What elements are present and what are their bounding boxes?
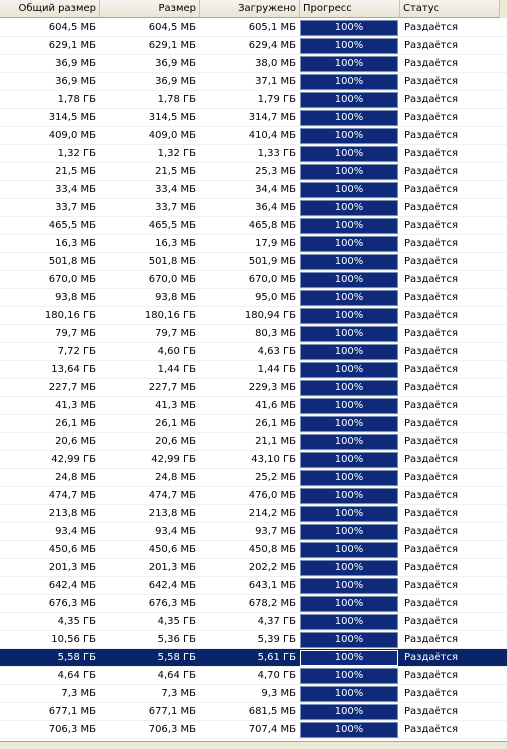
cell-size: 93,8 МБ [155,292,196,303]
cell-total-size: 24,8 МБ [55,472,96,483]
progress-bar [300,416,398,432]
progress-bar [300,182,398,198]
cell-size: 1,78 ГБ [157,94,196,105]
header-corner [500,0,507,18]
cell-size: 42,99 ГБ [151,454,196,465]
progress-label: 100% [334,418,364,429]
column-header-downloaded[interactable]: Загружено [200,0,300,17]
table-row[interactable] [0,667,507,685]
progress-bar [300,110,398,126]
table-row[interactable] [0,343,507,361]
cell-total-size: 4,64 ГБ [57,670,96,681]
cell-downloaded: 80,3 МБ [255,328,296,339]
cell-total-size: 201,3 МБ [48,562,96,573]
table-row[interactable] [0,73,507,91]
cell-total-size: 629,1 МБ [48,40,96,51]
cell-status: Раздаётся [404,130,459,141]
progress-bar [300,380,398,396]
progress-bar [300,452,398,468]
table-row[interactable] [0,145,507,163]
progress-label: 100% [334,22,364,33]
cell-downloaded: 41,6 МБ [255,400,296,411]
cell-status: Раздаётся [404,94,459,105]
progress-bar [300,578,398,594]
progress-label: 100% [334,562,364,573]
cell-size: 604,5 МБ [148,22,196,33]
progress-bar [300,488,398,504]
progress-bar [300,344,398,360]
cell-status: Раздаётся [404,400,459,411]
progress-label: 100% [334,634,364,645]
cell-size: 642,4 МБ [148,580,196,591]
column-header-total-size[interactable]: Общий размер [0,0,100,17]
cell-downloaded: 17,9 МБ [255,238,296,249]
progress-label: 100% [334,184,364,195]
cell-downloaded: 25,3 МБ [255,166,296,177]
cell-size: 16,3 МБ [155,238,196,249]
cell-status: Раздаётся [404,724,459,735]
table-row[interactable] [0,199,507,217]
progress-bar [300,542,398,558]
cell-size: 501,8 МБ [148,256,196,267]
cell-downloaded: 95,0 МБ [255,292,296,303]
progress-label: 100% [334,40,364,51]
progress-label: 100% [334,454,364,465]
progress-bar [300,218,398,234]
progress-label: 100% [334,400,364,411]
table-row[interactable] [0,37,507,55]
cell-total-size: 604,5 МБ [48,22,96,33]
cell-downloaded: 1,33 ГБ [257,148,296,159]
cell-total-size: 180,16 ГБ [44,310,96,321]
table-row[interactable] [0,109,507,127]
cell-status: Раздаётся [404,490,459,501]
cell-size: 20,6 МБ [155,436,196,447]
progress-bar [300,326,398,342]
cell-size: 474,7 МБ [148,490,196,501]
progress-bar [300,650,398,666]
progress-bar [300,668,398,684]
cell-downloaded: 5,39 ГБ [257,634,296,645]
progress-label: 100% [334,508,364,519]
progress-label: 100% [334,706,364,717]
progress-bar [300,38,398,54]
cell-size: 409,0 МБ [148,130,196,141]
table-row[interactable] [0,649,507,667]
cell-total-size: 5,58 ГБ [57,652,96,663]
cell-downloaded: 681,5 МБ [248,706,296,717]
column-header-progress[interactable]: Прогресс [300,0,400,17]
table-row[interactable] [0,361,507,379]
progress-label: 100% [334,256,364,267]
cell-size: 7,3 МБ [161,688,196,699]
table-row[interactable] [0,559,507,577]
progress-label: 100% [334,490,364,501]
table-row[interactable] [0,577,507,595]
progress-bar [300,632,398,648]
progress-bar [300,92,398,108]
table-row[interactable] [0,631,507,649]
cell-downloaded: 5,61 ГБ [257,652,296,663]
progress-bar [300,74,398,90]
cell-total-size: 36,9 МБ [55,58,96,69]
table-row[interactable] [0,217,507,235]
progress-bar [300,20,398,36]
cell-total-size: 227,7 МБ [48,382,96,393]
cell-total-size: 501,8 МБ [48,256,96,267]
cell-size: 314,5 МБ [148,112,196,123]
table-row[interactable] [0,523,507,541]
table-row[interactable] [0,703,507,721]
cell-downloaded: 1,79 ГБ [257,94,296,105]
progress-bar [300,614,398,630]
cell-total-size: 409,0 МБ [48,130,96,141]
cell-downloaded: 43,10 ГБ [251,454,296,465]
cell-status: Раздаётся [404,76,459,87]
progress-bar [300,506,398,522]
progress-bar [300,128,398,144]
cell-status: Раздаётся [404,652,459,663]
progress-label: 100% [334,112,364,123]
cell-status: Раздаётся [404,310,459,321]
cell-total-size: 450,6 МБ [48,544,96,555]
progress-label: 100% [334,130,364,141]
cell-size: 26,1 МБ [155,418,196,429]
table-row[interactable] [0,163,507,181]
table-row[interactable] [0,595,507,613]
cell-status: Раздаётся [404,202,459,213]
table-row[interactable] [0,307,507,325]
column-header [0,0,507,18]
table-row[interactable] [0,379,507,397]
table-row[interactable] [0,397,507,415]
column-header-status[interactable]: Статус [400,0,500,17]
table-row[interactable] [0,325,507,343]
cell-downloaded: 38,0 МБ [255,58,296,69]
cell-total-size: 16,3 МБ [55,238,96,249]
cell-status: Раздаётся [404,688,459,699]
cell-total-size: 4,35 ГБ [57,616,96,627]
cell-status: Раздаётся [404,166,459,177]
progress-label: 100% [334,76,364,87]
cell-status: Раздаётся [404,616,459,627]
cell-size: 21,5 МБ [155,166,196,177]
cell-status: Раздаётся [404,580,459,591]
cell-size: 1,32 ГБ [157,148,196,159]
table-row[interactable] [0,415,507,433]
progress-label: 100% [334,670,364,681]
cell-status: Раздаётся [404,472,459,483]
progress-bar [300,398,398,414]
cell-downloaded: 202,2 МБ [248,562,296,573]
cell-size: 227,7 МБ [148,382,196,393]
cell-status: Раздаётся [404,670,459,681]
cell-size: 5,58 ГБ [157,652,196,663]
cell-downloaded: 25,2 МБ [255,472,296,483]
cell-status: Раздаётся [404,220,459,231]
progress-bar [300,236,398,252]
cell-total-size: 670,0 МБ [48,274,96,285]
progress-label: 100% [334,364,364,375]
column-header-size[interactable]: Размер [100,0,200,17]
cell-total-size: 93,4 МБ [55,526,96,537]
cell-total-size: 677,1 МБ [48,706,96,717]
cell-status: Раздаётся [404,58,459,69]
cell-size: 670,0 МБ [148,274,196,285]
cell-status: Раздаётся [404,436,459,447]
cell-size: 201,3 МБ [148,562,196,573]
cell-status: Раздаётся [404,454,459,465]
cell-size: 24,8 МБ [155,472,196,483]
cell-downloaded: 37,1 МБ [255,76,296,87]
cell-total-size: 314,5 МБ [48,112,96,123]
cell-status: Раздаётся [404,148,459,159]
progress-bar [300,290,398,306]
progress-label: 100% [334,472,364,483]
cell-downloaded: 9,3 МБ [261,688,296,699]
table-row[interactable] [0,289,507,307]
cell-downloaded: 643,1 МБ [248,580,296,591]
progress-label: 100% [334,382,364,393]
cell-size: 33,4 МБ [155,184,196,195]
progress-bar [300,164,398,180]
cell-downloaded: 4,63 ГБ [257,346,296,357]
cell-total-size: 676,3 МБ [48,598,96,609]
cell-downloaded: 4,70 ГБ [257,670,296,681]
cell-downloaded: 1,44 ГБ [257,364,296,375]
table-row[interactable] [0,469,507,487]
cell-status: Раздаётся [404,562,459,573]
cell-status: Раздаётся [404,418,459,429]
table-row[interactable] [0,55,507,73]
cell-downloaded: 450,8 МБ [248,544,296,555]
cell-size: 4,60 ГБ [157,346,196,357]
progress-label: 100% [334,652,364,663]
progress-bar [300,254,398,270]
cell-downloaded: 314,7 МБ [248,112,296,123]
cell-total-size: 79,7 МБ [55,328,96,339]
cell-total-size: 213,8 МБ [48,508,96,519]
cell-total-size: 20,6 МБ [55,436,96,447]
table-row[interactable] [0,181,507,199]
table-row[interactable] [0,451,507,469]
cell-total-size: 93,8 МБ [55,292,96,303]
progress-label: 100% [334,436,364,447]
cell-size: 4,35 ГБ [157,616,196,627]
cell-downloaded: 4,37 ГБ [257,616,296,627]
cell-downloaded: 34,4 МБ [255,184,296,195]
cell-status: Раздаётся [404,508,459,519]
cell-size: 629,1 МБ [148,40,196,51]
cell-size: 41,3 МБ [155,400,196,411]
cell-status: Раздаётся [404,112,459,123]
progress-label: 100% [334,292,364,303]
cell-size: 36,9 МБ [155,58,196,69]
cell-size: 1,44 ГБ [157,364,196,375]
cell-downloaded: 180,94 ГБ [244,310,296,321]
cell-total-size: 465,5 МБ [48,220,96,231]
cell-status: Раздаётся [404,184,459,195]
table-row[interactable] [0,487,507,505]
cell-total-size: 33,7 МБ [55,202,96,213]
progress-label: 100% [334,328,364,339]
progress-label: 100% [334,310,364,321]
cell-total-size: 1,32 ГБ [57,148,96,159]
cell-total-size: 33,4 МБ [55,184,96,195]
cell-size: 33,7 МБ [155,202,196,213]
progress-label: 100% [334,544,364,555]
table-row[interactable] [0,271,507,289]
cell-total-size: 36,9 МБ [55,76,96,87]
cell-status: Раздаётся [404,256,459,267]
table-row[interactable] [0,127,507,145]
table-row[interactable] [0,235,507,253]
cell-total-size: 41,3 МБ [55,400,96,411]
cell-size: 180,16 ГБ [144,310,196,321]
progress-label: 100% [334,598,364,609]
cell-downloaded: 605,1 МБ [248,22,296,33]
progress-bar [300,272,398,288]
cell-total-size: 642,4 МБ [48,580,96,591]
cell-status: Раздаётся [404,40,459,51]
cell-total-size: 7,3 МБ [61,688,96,699]
cell-size: 79,7 МБ [155,328,196,339]
cell-size: 93,4 МБ [155,526,196,537]
cell-status: Раздаётся [404,364,459,375]
cell-status: Раздаётся [404,274,459,285]
progress-bar [300,560,398,576]
cell-downloaded: 476,0 МБ [248,490,296,501]
cell-downloaded: 229,3 МБ [248,382,296,393]
cell-status: Раздаётся [404,634,459,645]
table-row[interactable] [0,253,507,271]
table-row[interactable] [0,613,507,631]
cell-downloaded: 93,7 МБ [255,526,296,537]
cell-size: 706,3 МБ [148,724,196,735]
cell-downloaded: 36,4 МБ [255,202,296,213]
cell-status: Раздаётся [404,292,459,303]
table-row[interactable] [0,505,507,523]
table-row[interactable] [0,19,507,37]
cell-total-size: 10,56 ГБ [51,634,96,645]
progress-bar [300,434,398,450]
cell-total-size: 13,64 ГБ [51,364,96,375]
cell-status: Раздаётся [404,544,459,555]
table-row[interactable] [0,721,507,739]
cell-total-size: 21,5 МБ [55,166,96,177]
torrent-list [0,19,507,739]
cell-downloaded: 678,2 МБ [248,598,296,609]
cell-downloaded: 21,1 МБ [255,436,296,447]
cell-size: 36,9 МБ [155,76,196,87]
progress-bar [300,704,398,720]
cell-total-size: 706,3 МБ [48,724,96,735]
progress-label: 100% [334,220,364,231]
progress-bar [300,524,398,540]
cell-total-size: 7,72 ГБ [57,346,96,357]
progress-label: 100% [334,616,364,627]
cell-downloaded: 707,4 МБ [248,724,296,735]
cell-downloaded: 465,8 МБ [248,220,296,231]
cell-size: 677,1 МБ [148,706,196,717]
cell-size: 465,5 МБ [148,220,196,231]
cell-downloaded: 501,9 МБ [248,256,296,267]
cell-downloaded: 26,1 МБ [255,418,296,429]
cell-status: Раздаётся [404,598,459,609]
cell-downloaded: 214,2 МБ [248,508,296,519]
progress-bar [300,470,398,486]
progress-label: 100% [334,202,364,213]
progress-bar [300,56,398,72]
table-row[interactable] [0,685,507,703]
progress-label: 100% [334,724,364,735]
cell-total-size: 26,1 МБ [55,418,96,429]
progress-label: 100% [334,580,364,591]
progress-label: 100% [334,274,364,285]
cell-total-size: 42,99 ГБ [51,454,96,465]
cell-total-size: 474,7 МБ [48,490,96,501]
cell-status: Раздаётся [404,346,459,357]
cell-status: Раздаётся [404,238,459,249]
progress-label: 100% [334,526,364,537]
progress-bar [300,362,398,378]
table-row[interactable] [0,433,507,451]
cell-size: 676,3 МБ [148,598,196,609]
cell-status: Раздаётся [404,328,459,339]
progress-bar [300,722,398,738]
cell-size: 450,6 МБ [148,544,196,555]
cell-total-size: 1,78 ГБ [57,94,96,105]
cell-downloaded: 629,4 МБ [248,40,296,51]
cell-downloaded: 670,0 МБ [248,274,296,285]
table-row[interactable] [0,91,507,109]
progress-bar [300,146,398,162]
cell-size: 4,64 ГБ [157,670,196,681]
progress-label: 100% [334,166,364,177]
progress-label: 100% [334,688,364,699]
progress-bar [300,596,398,612]
cell-status: Раздаётся [404,526,459,537]
table-row[interactable] [0,541,507,559]
progress-bar [300,686,398,702]
progress-label: 100% [334,346,364,357]
cell-downloaded: 410,4 МБ [248,130,296,141]
cell-status: Раздаётся [404,382,459,393]
cell-status: Раздаётся [404,706,459,717]
progress-bar [300,308,398,324]
cell-size: 5,36 ГБ [157,634,196,645]
progress-bar [300,200,398,216]
cell-size: 213,8 МБ [148,508,196,519]
progress-label: 100% [334,238,364,249]
progress-label: 100% [334,148,364,159]
progress-label: 100% [334,94,364,105]
progress-label: 100% [334,58,364,69]
cell-status: Раздаётся [404,22,459,33]
